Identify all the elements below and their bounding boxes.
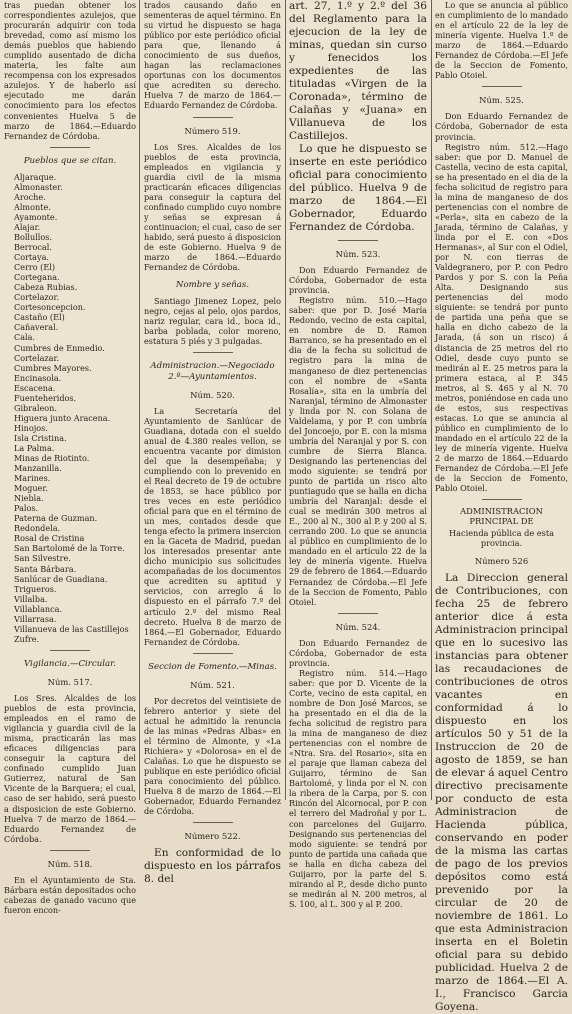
notice-521-text: Por decretos del veintisiete de febrero anterior y siete del actual he admitido la renuncia de las minas «Pedras Albas» en el término de Almonte, y «La Richiera» y «Dolorosa» en el de Calañas. Lo que he dispuesto se publique en este periódico oficial para conocimiento del público. Huelva 8 de marzo de 1864.—El Gobernador, Eduardo Fernandez de Córdoba. (144, 695, 281, 817)
separator (338, 613, 378, 614)
town-item: Paterna de Guzman. (14, 513, 98, 524)
town-item: Minas de Riotinto. (14, 453, 90, 464)
column-3 (289, 0, 427, 909)
notice-number-524: Núm. 524. (335, 621, 381, 632)
section-heading-pueblos: Pueblos que se citan. (23, 155, 117, 166)
town-item: Moguer. (14, 483, 48, 494)
town-item: Redondela. (14, 523, 61, 534)
column-divider (431, 0, 432, 800)
separator (50, 650, 90, 651)
town-item: Cabeza Rubias. (14, 282, 78, 293)
town-item: Escacena. (14, 382, 56, 393)
section-heading-administracion: Administracion.—Negociado 2.º—Ayuntamientos. (150, 361, 275, 382)
town-item: Encinasola. (14, 372, 62, 383)
separator (193, 653, 233, 654)
notice-525-heading: Don Eduardo Fernandez de Córdoba, Gobernador de esta provincia. (435, 111, 568, 142)
section-heading-vigilancia: Vigilancia.—Circular. (23, 658, 117, 669)
town-item: Manzanilla. (14, 463, 62, 474)
notice-number-522: Número 522. (184, 831, 241, 842)
section-heading-fomento: Seccion de Fomento.—Minas. (148, 661, 277, 672)
notice-525-text: Registro núm. 512.—Hago saber: que por D. Manuel de Castella, vecino de esta capital, se ha presentado en el dia de la fecha solicitud de registro para la mina de manganeso de dos pertenencias con el nombre de «Perla», sita en cabezo de la Jarada, término de Calañas, y linda por el E. con «Dos Hermanas», al Sur con el Odiel, por N. con tierras de Valdegranero, por P. con Pedro Pardos y por S. con la Peña Alta. Designando sus pertenencias del modo siguiente: se tendrá por punto de partida una peña que se halla en dicho cabezo de la Jarada, (á son un risco) á distancia de 25 metros del rio Odiel, desde cuyo punto se medirán al E. 25 metros para la primera estaca, al P. 345 metros, al S. 465 y al N. 70 metros, poniéndose en cada uno de estos, sus respectivas estacas. Lo que se anuncia al público en cumplimiento de lo mandado en el artículo 22 de la ley de minería vigente. Huelva 2 de marzo de 1864.—Eduardo Fernandez de Córdoba.—El Jefe de la Seccion de Fomento, Pablo Otoiel. (435, 141, 568, 494)
notice-number-526: Número 526 (474, 556, 529, 567)
town-item: Villablanca. (14, 603, 63, 614)
town-item: Trigueros. (14, 583, 57, 594)
separator (482, 86, 522, 87)
town-item: Cortelazor. (14, 292, 60, 303)
town-item: Aljaraque. (14, 171, 57, 182)
column-divider (285, 0, 286, 800)
town-item: Hinojos. (14, 422, 48, 433)
col4-top-text: Lo que se anuncia al público en cumplimiento de lo mandado en el artículo 22 de la ley de minería vigente. Huelva 1.º de marzo de 1864.—Eduardo Fernandez de Córdoba.—El Jefe de la Seccion de Fomento, Pablo Otoiel. (435, 0, 568, 81)
separator (338, 240, 378, 241)
town-item: Rosal de Cristina (14, 533, 85, 544)
town-item: Cañaveral. (14, 322, 59, 333)
notice-519-text: Los Sres. Alcaldes de los pueblos de esta provincia, empleados en vigilancia y guardia civil de la misma practicarán eficaces diligencias para conseguir la captura del confinado cumplido cuyo nombre y señas se expresan á continuacion; el cual, caso de ser habido, será puesto á disposicion de este Gobierno. Huelva 9 de marzo de 1864.—Eduardo Fernandez de Córdoba. (144, 141, 281, 273)
town-item: Cortelazar. (14, 352, 60, 363)
separator (193, 352, 233, 353)
col1-top-text: tras puedan obtener los correspondientes azulejos, que procurarán adquirir con toda brevedad, como así mismo los demás pueblos que habiendo cumplido ausentado de dicha materia, les falte aun recompensa con los expresados azulejos. Y de haberlo así ejecutado me darán conocimiento para los efectos convenientes Huelva 5 de marzo de 1864.—Eduardo Fernandez de Córdoba. (4, 0, 136, 141)
town-item: Zufre. (14, 633, 40, 644)
notice-number-518: Núm. 518. (47, 858, 93, 869)
town-item: Villanueva de las Castillejos (14, 623, 129, 634)
town-item: Marines. (14, 473, 51, 484)
town-item: Cala. (14, 332, 36, 343)
separator (50, 850, 90, 851)
town-item: Higuera junto Aracena. (14, 412, 111, 423)
town-item: Bollullos. (14, 231, 52, 242)
town-item: Cerro (El) (14, 262, 55, 273)
col3-top-text: art. 27, 1.º y 2.º del 36 del Reglamento para la ejecucion de la ley de minas, quedan sin curso y fenecidos los expedientes de las tituladas «Virgen de la Coronada», término de Calañas y «Juana» en Villanueva de los Castillejos. (289, 0, 427, 142)
town-item: Castaño (El) (14, 312, 65, 323)
town-item: Fuenteheridos. (14, 392, 77, 403)
notice-523-text: Registro núm. 510.—Hago saber: que por D. José María Redondo, vecino de esta capital, en nombre de D. Ramon Barranco, se ha presentado en el dia de la fecha su solicitud de registro para la mina de manganeso de diez pertenencias con el nombre de «Santa Rosalía», sita en la umbría del Naranjal, término de Almonaster y linda por N. con Solana de Valdelama, y por P. con umbría del Joncoejo, por E. con la misma umbría del Naranjal y por S. con cumbre de Sierra Blanca. Designando las pertenencias del modo siguiente: se tendrá por punto de partida un risco alto puntiagudo que se halla en dicha umbría del Naranjal: desde el cual se medirán 300 metros al E., 200 al N., 300 al P. y 200 al S. cerrando 200. Lo que se anuncia al público en cumplimiento de lo mandado en el artículo 22 de la ley de minería vigente. Huelva 29 de febrero de 1864.—Eduardo Fernandez de Córdoba.—El Jefe de la Seccion de Fomento, Pablo Otoiel. (289, 295, 427, 607)
town-item: Palos. (14, 503, 39, 514)
notice-526-text: La Direccion general de Contribuciones, con fecha 25 de febrero anterior dice á esta Administracion principal que en lo sucesivo las instancias para obtener las recaudaciones de contribuciones de otros vacantes en conformidad á lo dispuesto en los artículos 50 y 51 de la Instruccion de 20 de agosto de 1859, se han de elevar á aquel Centro directivo precisamente por conducto de esta Administracion de Hacienda pública, conservando en poder de la misma las cartas de pago de los previos depósitos como está prevenido por la circular de 20 de noviembre de 1861. Lo que esta Administracion inserta en el Boletin oficial para su debido publicidad. Huelva 2 de marzo de 1864.—El A. I., Francisco Garcia Goyena. (435, 572, 568, 1014)
notice-number-517: Núm. 517. (47, 676, 93, 687)
col3-continuation-text: Lo que he dispuesto se inserte en este periódico oficial para conocimiento del público. Huelva 9 de marzo de 1864.—El Gobernador, Eduardo Fernandez de Córdoba. (289, 143, 427, 233)
town-item: Niebla. (14, 493, 44, 504)
town-item: Cortesoncepcion. (14, 302, 86, 313)
notice-number-521: Núm. 521. (190, 679, 235, 690)
town-list (4, 172, 136, 644)
nombre-senas-text: Santiago Jimenez Lopez, pelo negro, cejas al pelo, ojos pardos, nariz regular, cara id., boca id., barba poblada, color moreno, estatura 5 piés y 3 pulgadas. (144, 296, 281, 347)
town-item: Santa Bárbara. (14, 563, 77, 574)
notice-number-525: Núm. 525. (479, 95, 524, 106)
notice-518-text: En el Ayuntamiento de Sta. Bárbara están depositados ocho cabezas de ganado vacuno que fueron encon- (4, 874, 136, 915)
town-item: Gibraleon. (14, 402, 57, 413)
separator (193, 117, 233, 118)
section-heading-nombre: Nombre y señas. (175, 280, 250, 291)
town-item: Cortegana. (14, 272, 60, 283)
notice-524-text: Registro núm. 514.—Hago saber: que por D. Vicente de la Corte, vecino de esta capital, en nombre de Don José Marcos, se ha presentado en el dia de la fecha solicitud de registro para la mina de manganeso de diez pertenencias con el nombre de «Ntra. Sra. del Rosario», sita en el paraje que llaman cabeza del Guijarro, término de San Bartolomé, y linda por el N. con la ribera de la Carpa, por S. con Rincón del Alcornocal, por P. con el terrero del Madroñal y por L. con parcelones del Guijarro. Designando sus pertenencias del modo siguiente: se tendrá por punto de partida una cañada que se halla en dicha cabeza del Guijarro, por la parte del S. mirando al P., desde dicho punto se medirán al N. 200 metros, al S. 100, al L. 300 y al P. 200. (289, 667, 427, 909)
town-item: Villalba. (14, 593, 48, 604)
notice-520-text: La Secretaría del Ayuntamiento de Sanlúcar de Guadiana, dotada con el sueldo anual de 4.380 reales vellon, se encuentra vacante por dimision del que la desempeñaba; y cumpliendo con lo prevenido en el Real decreto de 19 de octubre de 1853, se hace público por tres veces en este periódico oficial para que en el término de un mes, contados desde que tenga efecto la primera insercion en la Gaceta de Madrid, puedan los interesados presentar ante dicho municipio sus solicitudes acompañadas de los documentos que acrediten su aptitud y servicios, con arreglo á lo dispuesto en el párrafo 7.º del artículo 2.º del mismo Real decreto. Huelva 8 de marzo de 1864.—El Gobernador, Eduardo Fernandez de Córdoba. (144, 405, 281, 647)
town-item: San Silvestre. (14, 553, 71, 564)
town-item: Aroche. (14, 191, 46, 202)
town-item: Cumbres de Enmedio. (14, 342, 105, 353)
notice-517-text: Los Sres. Alcaldes de los pueblos de esta provincia, empleados en el ramo de vigilancia y guardia civil de la misma, practicarán las mas eficaces diligencias para conseguir la captura del confinado cumplido Juan Gutierrez, natural de San Vicente de la Barquera; el cual, caso de ser habido, será puesto a disposicion de este Gobierno. Huelva 7 de marzo de 1864.—Eduardo Fernandez de Córdoba. (4, 693, 136, 844)
town-item: Cortaya. (14, 252, 49, 263)
admin-principal-title: ADMINISTRACION PRINCIPAL DE (460, 506, 543, 527)
town-item: Cumbres Mayores. (14, 362, 92, 373)
town-item: La Palma. (14, 442, 55, 453)
separator (482, 499, 522, 500)
admin-principal-subtitle: Hacienda pública de esta provincia. (448, 528, 555, 549)
column-2 (144, 0, 281, 886)
town-item: Berrocal. (14, 242, 52, 253)
separator (50, 147, 90, 148)
town-item: Almonte. (14, 201, 51, 212)
column-divider (139, 0, 140, 800)
notice-number-520: Núm. 520. (190, 389, 235, 400)
col2-top-text: trados causando daño en sementeras de aquel término. En su virtud he dispuesto se haga público por este periódico oficial para que, llenando á conocimiento de sus dueños, hagan las reclamaciones oportunas con los documentos que acrediten su derecho. Huelva 7 de marzo de 1864.—Eduardo Fernandez de Córdoba. (144, 0, 281, 111)
town-item: Alajar. (14, 221, 41, 232)
column-4 (435, 0, 568, 1014)
notice-number-519: Número 519. (184, 125, 241, 136)
town-item: Ayamonte. (14, 211, 58, 222)
town-item: Sanlúcar de Guadiana. (14, 573, 108, 584)
town-item: Villarrasa. (14, 613, 57, 624)
town-item: San Bartolomé de la Torre. (14, 543, 125, 554)
town-item: Isla Cristina. (14, 432, 67, 443)
notice-524-heading: Don Eduardo Fernandez de Córdoba, Gobernador de esta provincia. (289, 637, 427, 668)
town-item: Almonaster. (14, 181, 63, 192)
notice-522-text: En conformidad de lo dispuesto en los párrafos 8. del (144, 847, 281, 886)
notice-number-523: Núm. 523. (335, 249, 381, 259)
notice-523-heading: Don Eduardo Fernandez de Córdoba, Gobernador de esta provincia. (289, 265, 427, 296)
column-1 (4, 0, 136, 915)
separator (193, 822, 233, 823)
